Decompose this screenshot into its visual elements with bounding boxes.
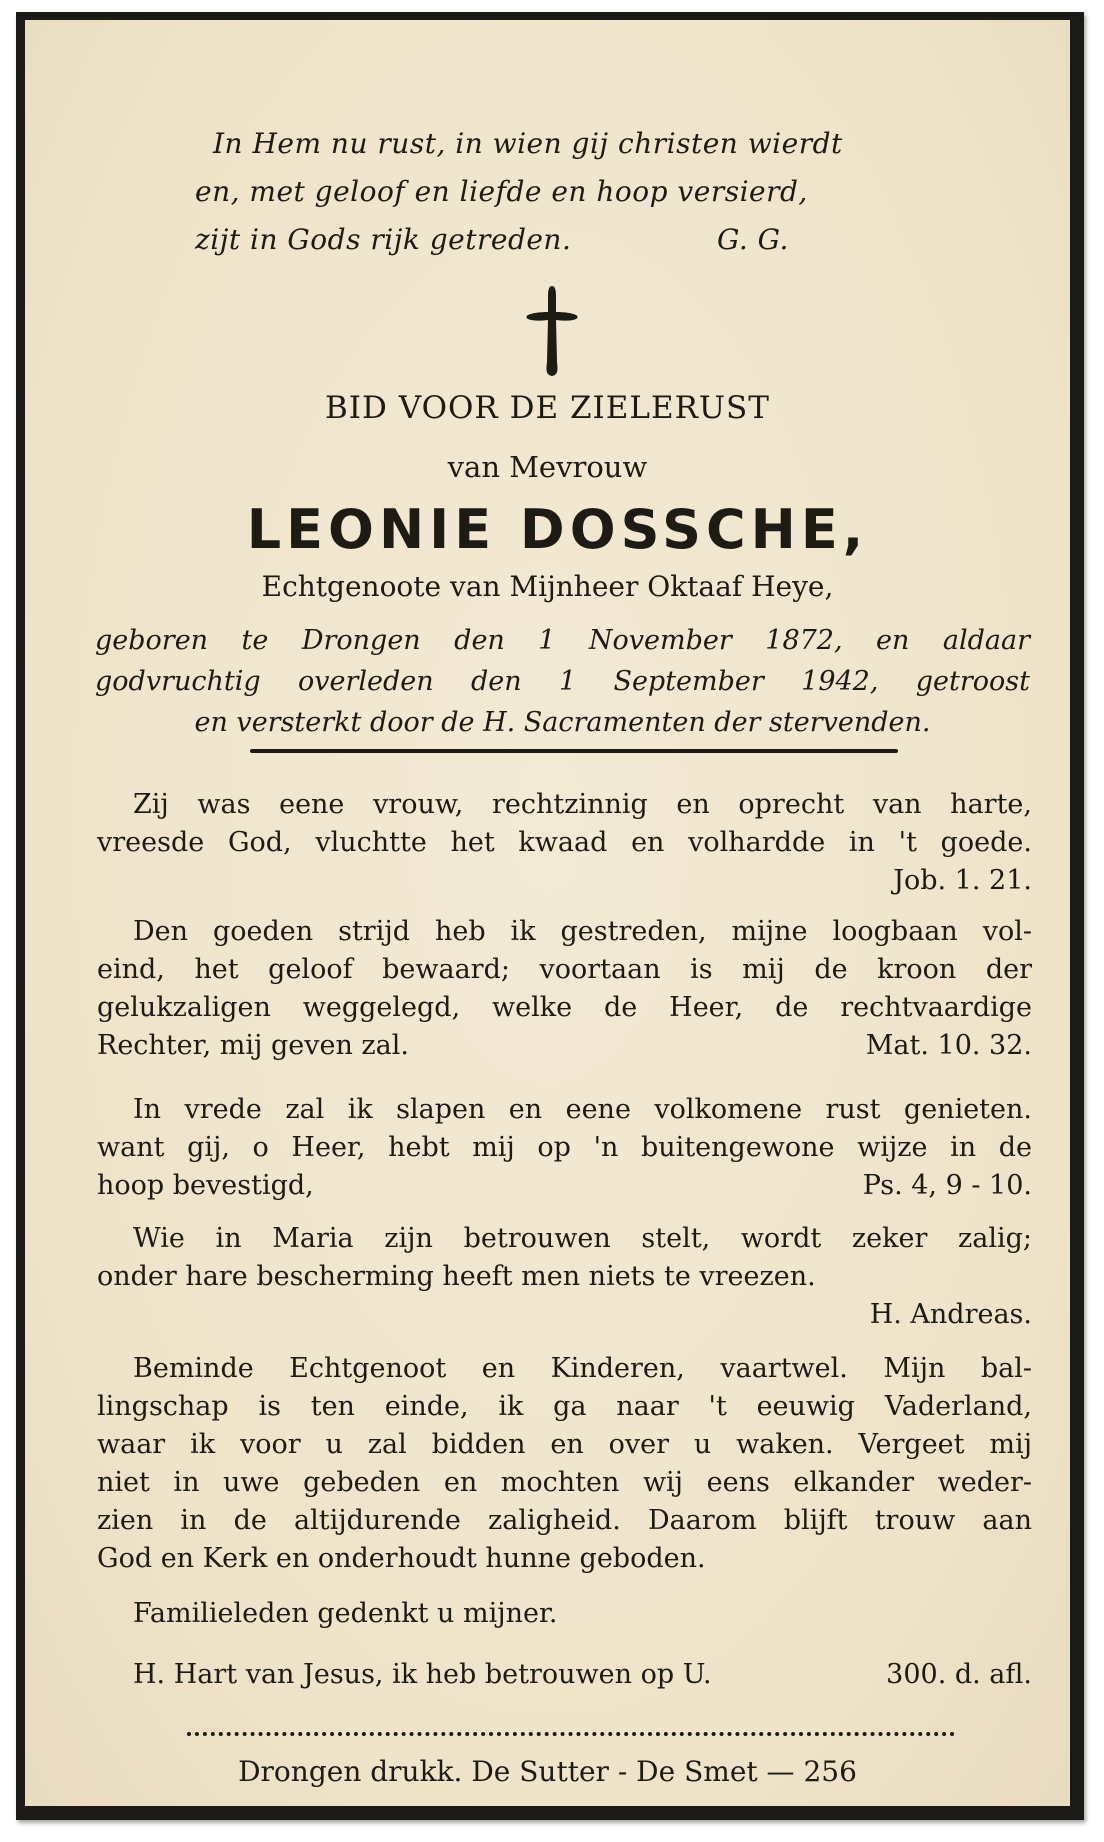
verse-source: Job. 1. 21. [893, 865, 1032, 896]
verse-source: Ps. 4, 9 - 10. [862, 1170, 1032, 1201]
verse-last-line [97, 1656, 1032, 1694]
verse-line: Familieleden gedenkt u mijner. [133, 1598, 558, 1629]
poem-line-1: In Hem nu rust, in wien gij christen wierdt [213, 127, 843, 160]
memorial-card [16, 12, 1084, 1820]
dotted-divider [187, 1732, 955, 1736]
divider-line [250, 749, 898, 753]
family-line [97, 1595, 1032, 1633]
cross-icon [522, 282, 582, 380]
verse-line: Zij was eene vrouw, rechtzinnig en oprecht van harte, [133, 789, 1032, 820]
verse-line: H. Hart van Jesus, ik heb betrouwen op U. [133, 1659, 712, 1690]
verse-line: waar ik voor u zal bidden en over u waken. Vergeet mij [97, 1429, 1032, 1460]
verse-line: gelukzaligen weggelegd, welke de Heer, de rechtvaardige [97, 992, 1032, 1023]
verse-line: lingschap is ten einde, ik ga naar 't eeuwig Vaderland, [97, 1391, 1032, 1422]
verse-line: onder hare bescherming heeft men niets te vreezen. [97, 1261, 816, 1292]
birth-line-3: en versterkt door de H. Sacramenten der stervenden. [194, 707, 931, 738]
prayer-heading: BID VOOR DE ZIELERUST [325, 390, 770, 426]
honorific: van Mevrouw [447, 450, 648, 484]
verse-line: In vrede zal ik slapen en eene volkomene rust genieten. [133, 1094, 1032, 1125]
spouse-line: Echtgenoote van Mijnheer Oktaaf Heye, [261, 570, 834, 603]
indulgence-note: 300. d. afl. [886, 1659, 1032, 1690]
verse-line: God en Kerk en onderhoudt hunne geboden. [97, 1543, 706, 1574]
verse-last-line [97, 1167, 1032, 1205]
verse-line: niet in uwe gebeden en mochten wij eens elkander weder- [97, 1467, 1032, 1498]
verse-line: zien in de altijdurende zaligheid. Daarom blijft trouw aan [97, 1505, 1032, 1536]
poem-line-3 [195, 216, 955, 264]
birth-line-2: godvruchtig overleden den 1 September 1942, getroost [95, 666, 1030, 697]
poem-line-3-text: zijt in Gods rijk getreden. [195, 223, 572, 256]
verse-line: eind, het geloof bewaard; voortaan is mij de kroon der [97, 954, 1032, 985]
verse-last-line [97, 1027, 1032, 1065]
card-paper [25, 20, 1070, 1806]
verse-line: Rechter, mij geven zal. [97, 1030, 409, 1061]
verse-2 [97, 913, 1032, 1065]
verse-source: H. Andreas. [869, 1299, 1032, 1330]
verse-line: want gij, o Heer, hebt mij op 'n buitengewone wijze in de [97, 1132, 1032, 1163]
birth-death-text [95, 620, 1030, 743]
verse-1 [97, 786, 1032, 900]
deceased-name: LEONIE DOSSCHE, [246, 498, 869, 561]
verse-4 [97, 1220, 1032, 1334]
indulgence-prayer [97, 1656, 1032, 1694]
poem-signature: G. G. [717, 223, 789, 256]
printer-footer: Drongen drukk. De Sutter - De Smet — 256 [238, 1755, 857, 1788]
farewell-text [97, 1350, 1032, 1578]
verse-line: Wie in Maria zijn betrouwen stelt, wordt zeker zalig; [133, 1223, 1032, 1254]
opening-poem [195, 120, 955, 264]
poem-line-2: en, met geloof en liefde en hoop versierd, [195, 175, 808, 208]
verse-line: Beminde Echtgenoot en Kinderen, vaartwel. Mijn bal- [133, 1353, 1032, 1384]
verse-line: hoop bevestigd, [97, 1170, 314, 1201]
birth-line-1: geboren te Drongen den 1 November 1872, en aldaar [95, 625, 1030, 656]
verse-source: Mat. 10. 32. [865, 1030, 1032, 1061]
verse-3 [97, 1091, 1032, 1205]
verse-line: Den goeden strijd heb ik gestreden, mijne loogbaan vol- [133, 916, 1032, 947]
verse-line: vreesde God, vluchtte het kwaad en volhardde in 't goede. [97, 827, 1032, 858]
